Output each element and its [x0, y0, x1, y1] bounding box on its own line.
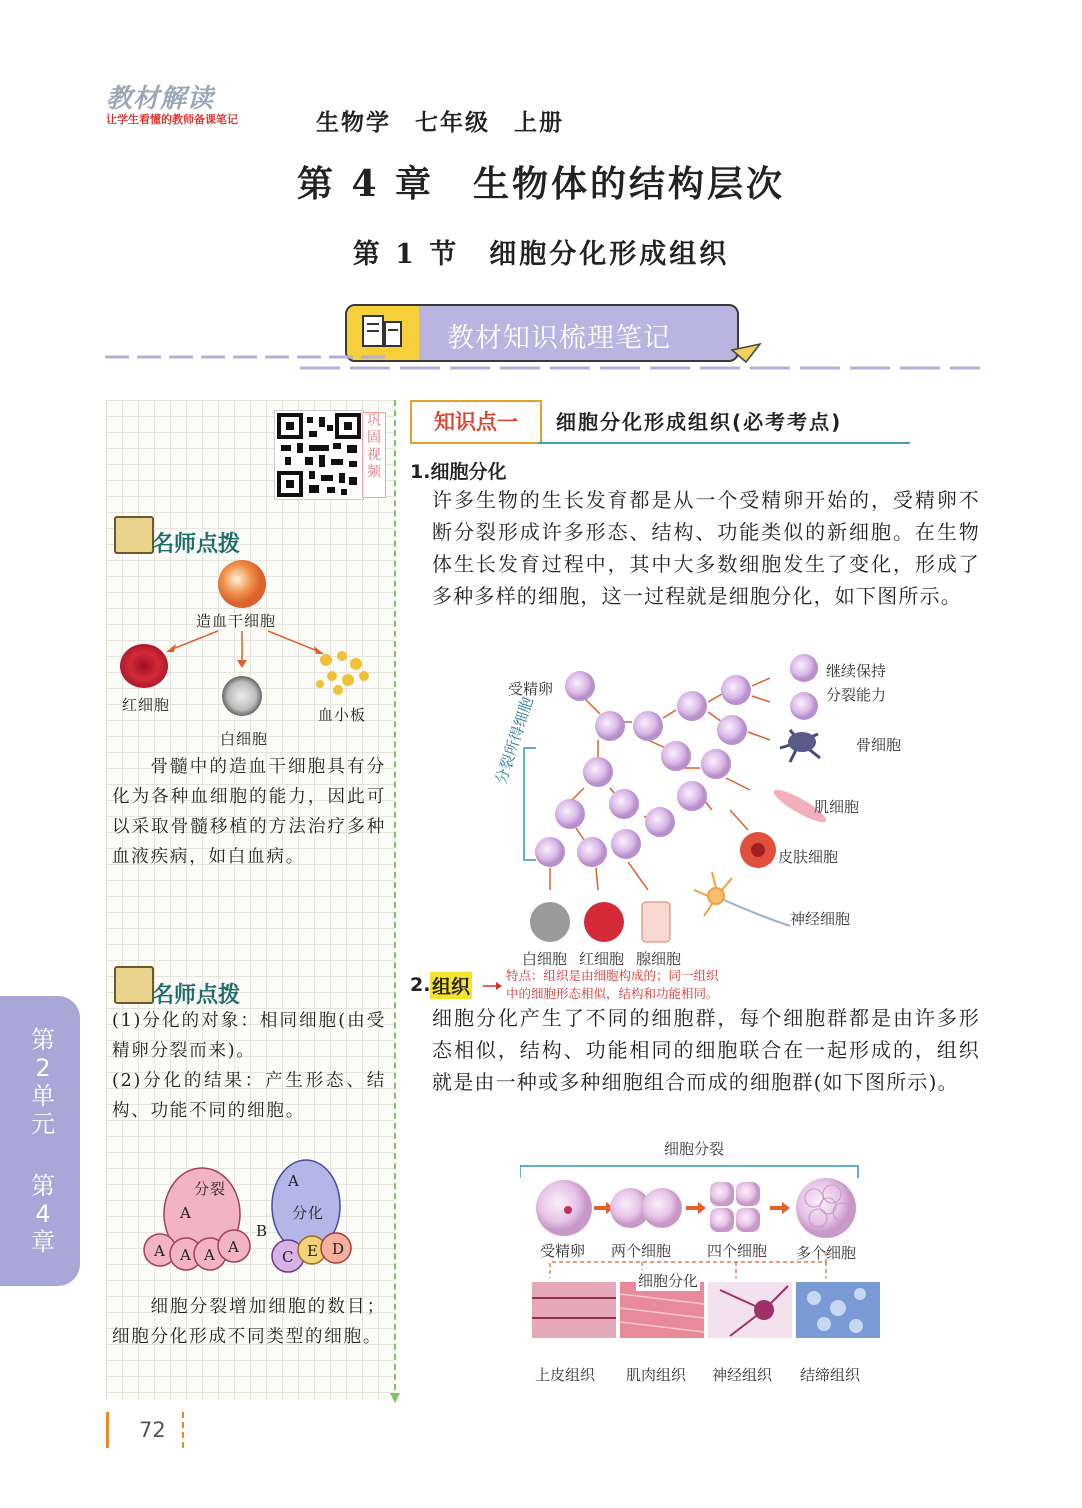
white-cell-image [222, 676, 262, 716]
chapter-tab-label: 第4章 [31, 1172, 55, 1256]
item2-term: 组织 [430, 972, 472, 999]
item1-paragraph: 许多生物的生长发育都是从一个受精卵开始的，受精卵不断分裂形成许多形态、结构、功能类似的新细胞。在生物体生长发育过程中，其中大多数细胞发生了变化，形成了多种多样的细胞，这一过程就是细胞分化，如下图所示。 [432, 488, 980, 608]
book-title: 生物学 七年级 上册 [316, 109, 565, 136]
cell-cartoon [130, 1150, 370, 1290]
tip1-text: 骨髓中的造血干细胞具有分化为各种血细胞的能力，因此可以采取骨髓移植的方法治疗多种血液疾病，如白血病。 [112, 757, 386, 867]
title-underline [538, 442, 910, 444]
skin-cell-label: 皮肤细胞 [778, 848, 839, 866]
tip-title: 名师点拨 [152, 532, 241, 557]
item1-heading: 1.细胞分化 [410, 461, 507, 483]
cartoon-split-label: 分裂 [194, 1180, 227, 1198]
handwritten-note-line1: 特点：组织是由细胞构成的；同一组织 [506, 968, 719, 983]
white-cell-image [530, 902, 570, 942]
stem-cell-label: 造血干细胞 [196, 612, 277, 630]
banner-dashes [100, 340, 990, 380]
platelet-label: 血小板 [318, 706, 367, 724]
unit-chapter-tab[interactable] [0, 996, 80, 1286]
handwritten-note-line2: 中的细胞形态相似，结构和功能相同。 [506, 986, 719, 1001]
qr-code[interactable] [274, 410, 364, 500]
red-cell-image [584, 902, 624, 942]
connective-tissue-label: 结缔组织 [800, 1366, 861, 1384]
paper-plane-icon [732, 344, 760, 362]
cartoon-e-label: E [307, 1242, 319, 1260]
chapter-title: 第 4 章 生物体的结构层次 [296, 163, 786, 205]
tip-title: 名师点拨 [152, 983, 241, 1008]
stage-two-cells-label: 两个细胞 [611, 1242, 672, 1260]
white-cell-label: 白细胞 [220, 730, 269, 748]
cartoon-diff-label: 分化 [292, 1204, 325, 1222]
brand-subtitle: 让学生看懂的教师备课笔记 [106, 113, 238, 126]
cartoon-a-label: A [154, 1242, 166, 1260]
epithelial-tissue-image [532, 1282, 616, 1338]
white-cell-label: 白细胞 [522, 950, 568, 968]
qr-video-label[interactable]: 巩固视频 [362, 412, 386, 498]
sidebar-divider [394, 400, 396, 1400]
page-number: 72 [106, 1412, 182, 1448]
nerve-cell-label: 神经细胞 [790, 910, 851, 928]
banner-label: 教材知识梳理笔记 [447, 323, 671, 354]
stage-many-cells-label: 多个细胞 [796, 1244, 857, 1262]
knowledge-point-badge: 知识点一 [410, 400, 542, 444]
bone-cell-label: 骨细胞 [856, 736, 902, 754]
tip2-point2: (2)分化的结果：产生形态、结构、功能不同的细胞。 [112, 1071, 386, 1121]
arrow-right-icon [482, 980, 504, 992]
keep-dividing-label-2: 分裂能力 [826, 686, 887, 704]
red-cell-image [120, 644, 168, 688]
cartoon-a-label: A [288, 1172, 300, 1190]
section-title: 第 1 节 细胞分化形成组织 [352, 239, 730, 270]
teacher-icon [114, 516, 154, 554]
platelet-image [316, 651, 369, 695]
cell-differentiation-label: 细胞分化 [638, 1272, 699, 1290]
keep-dividing-label-1: 继续保持 [826, 662, 887, 680]
muscle-tissue-label: 肌肉组织 [626, 1366, 687, 1384]
cartoon-a-label: A [180, 1246, 192, 1264]
muscle-cell-label: 肌细胞 [814, 798, 860, 816]
unit-tab-label: 第2单元 [31, 1026, 55, 1138]
cartoon-b-label: B [256, 1222, 269, 1240]
blood-cell-diagram [108, 556, 392, 756]
gland-cell-image [642, 902, 670, 942]
cartoon-d-label: D [332, 1240, 346, 1258]
cartoon-a-label: A [180, 1204, 192, 1222]
tip2-text: 细胞分裂增加细胞的数目；细胞分化形成不同类型的细胞。 [112, 1297, 386, 1347]
cartoon-a-label: A [204, 1246, 216, 1264]
stage-four-cells-label: 四个细胞 [707, 1242, 768, 1260]
knowledge-point-title: 细胞分化形成组织(必考考点) [556, 410, 843, 434]
red-cell-label: 红细胞 [579, 950, 625, 968]
epithelial-tissue-label: 上皮组织 [535, 1366, 596, 1384]
split-cells-label: 分裂所得细胞 [491, 695, 537, 787]
cell-division-label: 细胞分裂 [664, 1140, 725, 1158]
fertilized-egg-label: 受精卵 [508, 680, 554, 698]
stem-cell-image [218, 560, 266, 608]
item2-number: 2. [410, 974, 431, 996]
page-number-divider [182, 1412, 192, 1448]
cartoon-a-label: A [228, 1238, 240, 1256]
nerve-tissue-label: 神经组织 [712, 1366, 773, 1384]
gland-cell-label: 腺细胞 [636, 950, 682, 968]
red-cell-label: 红细胞 [122, 696, 171, 714]
cartoon-c-label: C [282, 1248, 295, 1266]
nerve-cell-image [694, 872, 790, 926]
arrow-down-icon [389, 1392, 401, 1404]
item2-paragraph: 细胞分化产生了不同的细胞群，每个细胞群都是由许多形态相似，结构、功能相同的细胞联合在一起形成的，组织就是由一种或多种细胞组合而成的细胞群(如下图所示)。 [432, 1006, 980, 1094]
tissue-diagram [520, 1158, 900, 1380]
tip2-point1: (1)分化的对象：相同细胞(由受精卵分裂而来)。 [112, 1011, 386, 1061]
teacher-icon [114, 966, 154, 1004]
stage-fertilized-egg-label: 受精卵 [540, 1242, 586, 1260]
brand-logo: 教材解读 [106, 84, 215, 114]
